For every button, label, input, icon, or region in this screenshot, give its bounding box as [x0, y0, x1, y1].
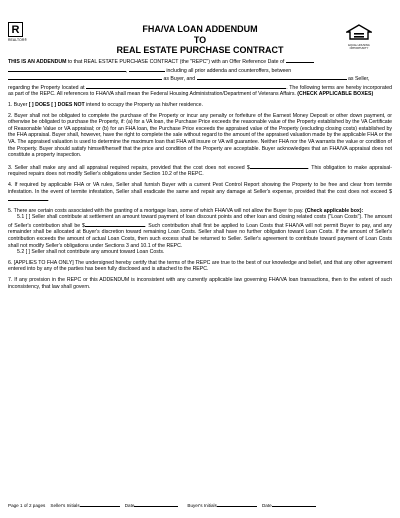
section-1 — [8, 102, 392, 109]
section-4-text: 4. If required by applicable FHA or VA rules, Seller shall furnish Buyer with a current Pest Control Report showing the Property to be free and clear from termite infestation. In the event of termite infestation, Seller shall eradicate the same and repair any damage at Seller's expense, provided that the cost does not exceed $ — [8, 181, 392, 195]
seller-name-field[interactable] — [197, 74, 347, 80]
check-boxes-note: (CHECK APPLICABLE BOXES) — [297, 91, 374, 98]
section-5-2[interactable]: 5.2 [ ] Seller shall not contribute any amount toward Loan Costs. — [17, 249, 165, 256]
section-6[interactable]: 6. [APPLIES TO FHA ONLY] The undersigned hereby certify that the terms of the REPC are true to the best of our knowledge and belief, and that any other agreement entered into by any of the parties has been fully disclosed and is attached to the REPC. — [8, 259, 392, 273]
intro-text-2: , — [126, 67, 129, 74]
intro-text-6: regarding the Property located at — [8, 84, 87, 91]
title-line-3: REAL ESTATE PURCHASE CONTRACT — [116, 45, 284, 55]
date-field-1[interactable] — [134, 502, 178, 507]
page-footer — [8, 502, 392, 509]
intro-text-5: as Seller, — [346, 76, 370, 83]
seller-initials-label: Seller's Initials — [50, 503, 80, 508]
section-7: 7. If any provision in the REPC or this ADDENDUM is inconsistent with any currently applicable law governing FHA/VA loan transactions, then to the extent of such inconsistency, that law shall govern. — [8, 277, 392, 290]
intro-text-1: to that REAL ESTATE PURCHASE CONTRACT (the "REPC") with an Offer Reference Date of — [66, 59, 285, 65]
occupancy-checkboxes[interactable]: [ ] DOES [ ] DOES NOT — [28, 101, 85, 108]
page-number: Page 1 of 2 pages — [8, 503, 46, 508]
intro-lead: THIS IS AN ADDENDUM — [8, 59, 67, 65]
offer-date-field[interactable] — [286, 57, 314, 63]
section-5 — [8, 208, 392, 256]
date-label-1: Date — [124, 503, 135, 508]
addendum-body — [8, 57, 392, 294]
repair-cost-field[interactable] — [250, 163, 308, 169]
intro-text-3: including all prior addenda and counteroffers, between — [164, 67, 292, 74]
intro-paragraph — [8, 57, 392, 98]
section-4 — [8, 182, 392, 204]
section-5-1-text[interactable]: 5.1 [ ] Seller shall contribute at settlement an amount toward payment of loan discount points and other loan and closing related costs ("Loan Costs"). The amount of Seller's contribution shall be $ — [8, 214, 392, 229]
intro-text-4: as Buyer, and — [162, 76, 197, 83]
offer-date-field-2[interactable] — [8, 66, 126, 72]
offer-year-field[interactable] — [129, 66, 165, 72]
section-5-note: (Check applicable box): — [305, 207, 364, 214]
section-5-1-text-2: . Such contribution shall first be applied to Loan Costs that FHA/VA will not permit Buyer to pay, and any remainder shall be allocated at Buyer's discretion toward remaining Loan Costs. Seller shall have no further obligation toward Loan Costs. If the amount of Seller's contribution exceeds the amount of actual Loan Costs, then such excess shall be returned to Seller. Seller's agreement to contribute toward payment of Loan Costs shall not modify Seller's obligations under Sections 3 and 10.1 of the REPC. — [8, 222, 392, 249]
section-4-end: . — [48, 197, 50, 204]
title-line-1: FHA/VA LOAN ADDENDUM — [142, 24, 258, 34]
property-address-field[interactable] — [86, 83, 286, 89]
section-3-text: 3. Seller shall make any and all appraisal required repairs, provided that the cost does not exceed $ — [8, 164, 250, 171]
seller-contribution-field[interactable] — [85, 221, 145, 227]
section-5-1 — [8, 214, 392, 248]
buyer-initials-label: Buyer's Initials — [187, 503, 217, 508]
buyer-name-field[interactable] — [8, 74, 162, 80]
section-5-text: 5. There are certain costs associated with the granting of a mortgage loan, some of which FHA/VA will not allow the Buyer to pay. — [8, 207, 305, 214]
section-1-text: intend to occupy the Property as his/her residence. — [84, 101, 203, 108]
section-3 — [8, 163, 392, 178]
section-2: 2. Buyer shall not be obligated to complete the purchase of the Property or incur any penalty or forfeiture of the Earnest Money Deposit or other down payment, or otherwise be obligated to purchase the Property, if: (a) for a VA loan, the Purchase Price exceeds the reasonable value of the Property established by the VA Certificate of Reasonable Value or VA appraisal; or (b) for an FHA loan, the Purchase Price exceeds the appraised value of the Property (excluding closing costs) established by the FHA appraisal. Buyer shall, however, have the right to complete the sale without regard to the amount of the appraised valuation made by the applicable FHA or the VA. The appraised valuation is used to determine the maximum loan that FHA will insure or VA will guarantee. Neither FHA nor the VA warrants the value or condition of the Property. Buyer should satisfy himself/herself that the price and condition of the Property are acceptable. Buyer acknowledges that an FHA/VA appraisal does not constitute a property inspection. — [8, 112, 392, 159]
seller-initials-field[interactable] — [80, 502, 120, 507]
date-field-2[interactable] — [272, 502, 316, 507]
buyer-initials-field[interactable] — [217, 502, 257, 507]
realtor-caption: REALTOR® — [8, 38, 27, 42]
intro-text-7: . The following terms are hereby incorporated as part of the REPC. All references to FHA/VA shall mean the Federal Housing Administration/Department of Veterans Affairs. — [8, 84, 392, 98]
equal-housing-caption: EQUAL HOUSING OPPORTUNITY — [348, 44, 370, 50]
section-1-lead: 1. Buyer — [8, 101, 29, 108]
section-3-text-2: . This obligation to make appraisal-required repairs does not modify Seller's obligations under Section 10.2 of the REPC. — [8, 164, 392, 178]
realtor-mark: R — [8, 22, 23, 37]
title-line-2: TO — [193, 35, 207, 45]
termite-cost-field[interactable] — [8, 195, 50, 204]
date-label-2: Date — [261, 503, 272, 508]
